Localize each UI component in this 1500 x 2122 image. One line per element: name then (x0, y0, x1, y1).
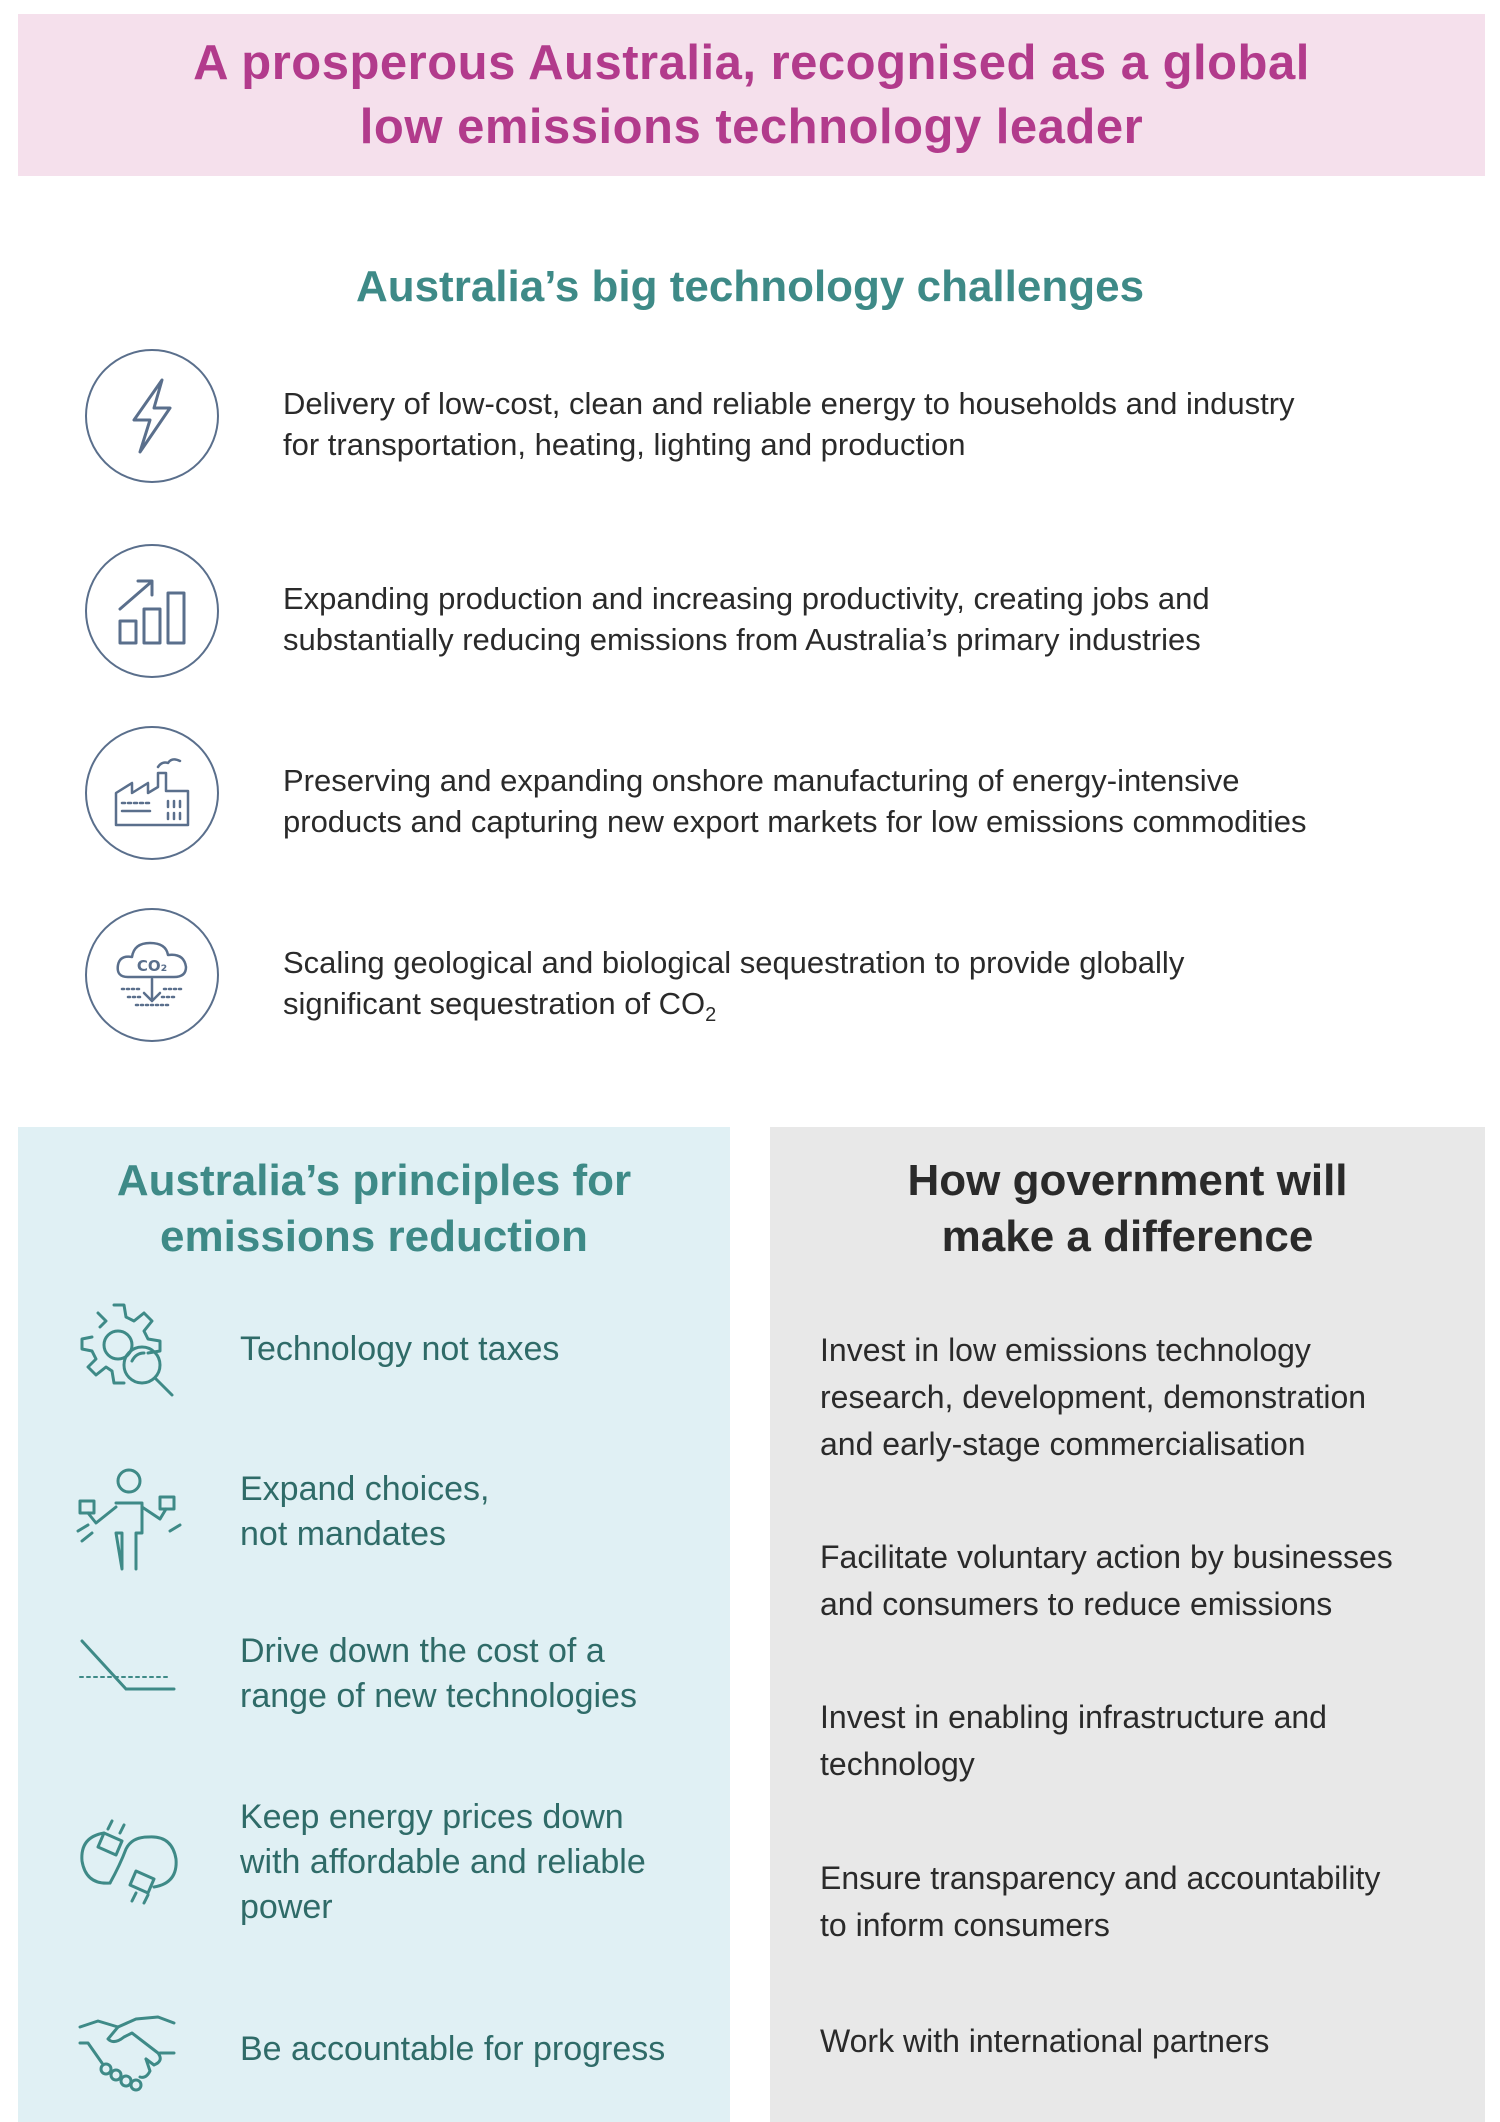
action-text-line2: to inform consumers (820, 1907, 1110, 1943)
action-text-line3: and early-stage commercialisation (820, 1426, 1306, 1462)
principles-panel (18, 1127, 730, 2122)
challenge-text (283, 578, 1463, 660)
principles-title-line2: emissions reduction (160, 1212, 588, 1261)
handshake-icon (74, 1997, 184, 2107)
principle-text (240, 2027, 710, 2072)
principle-text-line1: Be accountable for progress (240, 2030, 666, 2068)
government-title (770, 1153, 1485, 1265)
challenge-text (283, 942, 1463, 1036)
challenge-item-manufacturing (85, 726, 1465, 866)
challenge-text-line2: for transportation, heating, lighting and production (283, 427, 966, 462)
government-panel (770, 1127, 1485, 2122)
principle-text (240, 1629, 710, 1719)
principle-text-line1: Keep energy prices down (240, 1798, 624, 1836)
challenge-text-line2: significant sequestration of CO (283, 986, 706, 1021)
lightning-bolt-icon (85, 349, 219, 483)
power-plug-icon (74, 1805, 184, 1915)
challenge-text-line2: products and capturing new export markets for low emissions commodities (283, 804, 1307, 839)
action-item-invest-research (820, 1327, 1460, 1468)
main-heading-line2: low emissions technology leader (359, 100, 1144, 154)
gear-magnifier-icon (74, 1297, 184, 1407)
factory-icon (85, 726, 219, 860)
action-text-line1: Work with international partners (820, 2023, 1270, 2059)
challenge-item-productivity (85, 544, 1465, 684)
principle-text-line1: Drive down the cost of a (240, 1632, 605, 1670)
action-item-voluntary (820, 1534, 1460, 1628)
action-text-line1: Invest in enabling infrastructure and (820, 1699, 1327, 1735)
person-choices-icon (74, 1467, 184, 1577)
principle-text-line3: power (240, 1888, 333, 1926)
government-title-line2: make a difference (941, 1212, 1314, 1261)
challenge-text-line2: substantially reducing emissions from Australia’s primary industries (283, 622, 1201, 657)
principle-text (240, 1327, 710, 1372)
principle-text (240, 1467, 710, 1557)
principle-text-line2: with affordable and reliable (240, 1843, 646, 1881)
action-text-line2: research, development, demonstration (820, 1379, 1367, 1415)
principles-title-line1: Australia’s principles for (116, 1156, 632, 1205)
action-text-line1: Invest in low emissions technology (820, 1332, 1311, 1368)
challenge-text (283, 760, 1463, 842)
action-text-line1: Ensure transparency and accountability (820, 1860, 1381, 1896)
challenge-item-sequestration (85, 908, 1465, 1048)
principle-text-line1: Technology not taxes (240, 1330, 560, 1368)
challenges-title: Australia’s big technology challenges (355, 262, 1145, 311)
principle-text-line1: Expand choices, (240, 1470, 490, 1508)
challenge-text-line1: Scaling geological and biological sequestration to provide globally (283, 945, 1185, 980)
challenge-item-energy (85, 349, 1465, 489)
cost-down-line-icon (74, 1629, 184, 1739)
action-text-line1: Facilitate voluntary action by businesses (820, 1539, 1393, 1575)
challenge-text-line1: Preserving and expanding onshore manufacturing of energy-intensive (283, 763, 1240, 798)
challenge-text (283, 383, 1463, 465)
principle-text-line2: range of new technologies (240, 1677, 637, 1715)
action-text-line2: technology (820, 1746, 975, 1782)
principle-text-line2: not mandates (240, 1515, 447, 1553)
svg-text:CO₂: CO₂ (136, 957, 168, 975)
action-item-international (820, 2018, 1460, 2065)
header-banner (18, 14, 1485, 176)
action-text-line2: and consumers to reduce emissions (820, 1586, 1333, 1622)
subscript-two: 2 (705, 1004, 717, 1027)
action-item-transparency (820, 1855, 1460, 1949)
main-heading-line1: A prosperous Australia, recognised as a global (193, 36, 1310, 90)
principles-title (18, 1153, 730, 1265)
main-heading (193, 31, 1310, 159)
action-item-infrastructure (820, 1694, 1460, 1788)
challenge-text-line1: Expanding production and increasing productivity, creating jobs and (283, 581, 1210, 616)
principle-text (240, 1795, 710, 1930)
challenge-text-line1: Delivery of low-cost, clean and reliable energy to households and industry (283, 386, 1295, 421)
government-title-line1: How government will (907, 1156, 1348, 1205)
growth-chart-icon (85, 544, 219, 678)
co2-sequestration-icon (85, 908, 219, 1042)
